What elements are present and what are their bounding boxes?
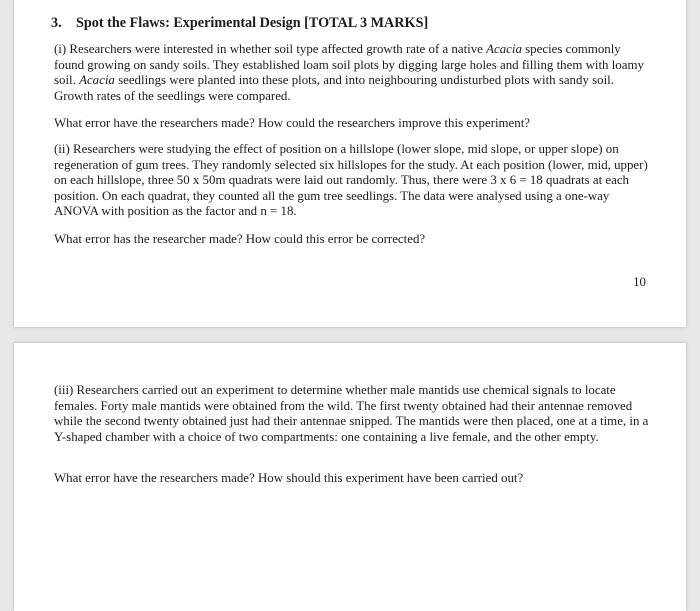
- document-page-2: [14, 343, 686, 611]
- part-iii-text: (iii) Researchers carried out an experiment to determine whether male mantids use chemical signals to locate females. Forty male mantids were obtained from the wild. The first twenty obtained had their antennae removed while the second twenty obtained just had their antennae snipped. The mantids were then placed, one at a time, in a Y-shaped chamber with a choice of two compartments: one containing a live female, and the other empty.: [54, 383, 649, 444]
- document-page-1: [14, 0, 686, 327]
- part-iii-prompt-text: What error have the researchers made? How should this experiment have been carried out?: [54, 471, 524, 485]
- question-part-i-text: [54, 42, 654, 104]
- part-ii-prompt-text: What error has the researcher made? How could this error be corrected?: [54, 232, 426, 246]
- question-part-iii-prompt: [54, 471, 654, 487]
- question-part-ii-prompt: [54, 232, 654, 248]
- question-part-i: [54, 42, 654, 104]
- question-part-ii: [54, 142, 654, 220]
- part-i-text-1: (i) Researchers were interested in whether soil type affected growth rate of a native: [54, 42, 487, 56]
- question-part-iii: [54, 383, 654, 445]
- part-i-italic-acacia-1: Acacia: [486, 42, 522, 56]
- question-part-i-prompt: [54, 116, 654, 132]
- question-title: Spot the Flaws: Experimental Design [TOTAL 3 MARKS]: [76, 15, 429, 31]
- part-ii-text: (ii) Researchers were studying the effect of position on a hillslope (lower slope, mid slope, or upper slope) on regeneration of gum trees. They randomly selected six hillslopes for the study. At each position (lower, mid, upper) on each hillslope, three 50 x 50m quadrats were laid out randomly. Thus, there were 3 x 6 = 18 quadrats at each position. On each quadrat, they counted all the gum tree seedlings. The data were analysed using a one-way ANOVA with position as the factor and n = 18.: [54, 142, 648, 219]
- page-number: 10: [633, 275, 646, 289]
- question-heading: [51, 14, 428, 32]
- part-i-text-2: species commonly found growing on sandy soils. They established loam soil plots by digging large holes and filling them with loamy soil.: [54, 42, 644, 88]
- question-number: 3.: [51, 15, 62, 31]
- part-i-text-3: seedlings were planted into these plots, and into neighbouring undisturbed plots with sandy soil. Growth rates of the seedlings were compared.: [54, 73, 614, 103]
- part-i-italic-acacia-2: Acacia: [79, 73, 115, 88]
- part-i-prompt-text: What error have the researchers made? How could the researchers improve this experiment?: [54, 116, 531, 130]
